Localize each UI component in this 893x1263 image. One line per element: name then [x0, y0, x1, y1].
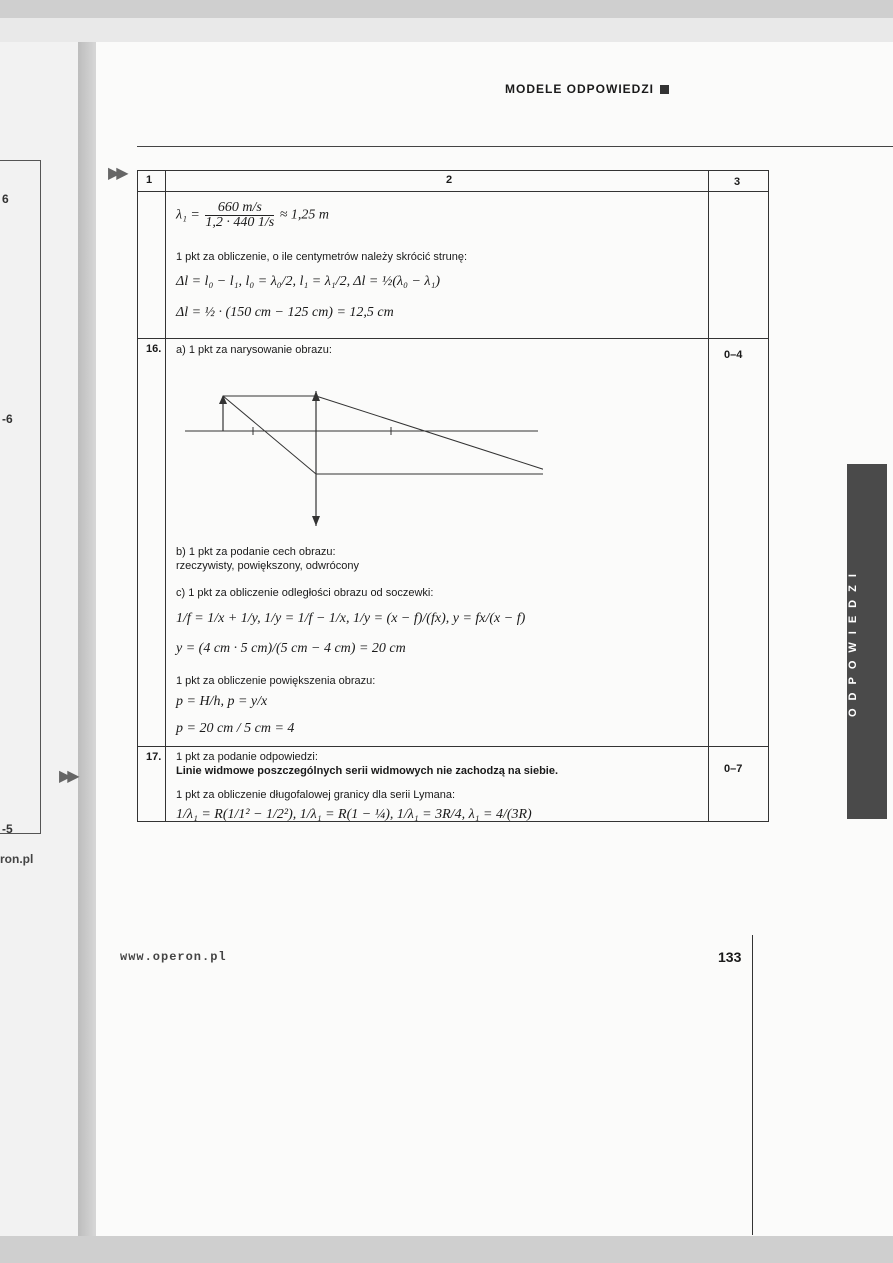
point-description: c) 1 pkt za obliczenie odległości obrazu od soczewki:: [176, 587, 434, 599]
answer-text: Linie widmowe poszczególnych serii widmowych nie zachodzą na siebie.: [176, 765, 559, 777]
magnification-result: p = 20 cm / 5 cm = 4: [176, 721, 295, 736]
left-page-url: ron.pl: [0, 852, 34, 866]
image-distance-result: y = (4 cm · 5 cm)/(5 cm − 4 cm) = 20 cm: [176, 641, 406, 656]
scan-top-margin: [0, 0, 893, 18]
question-number: 16.: [146, 343, 162, 355]
left-page-number: -5: [2, 822, 13, 836]
lens-equation: 1/f = 1/x + 1/y, 1/y = 1/f − 1/x, 1/y = (x − f)/(fx), y = fx/(x − f): [176, 611, 526, 626]
ray-through-focus: [223, 396, 316, 474]
col-header-1: 1: [146, 174, 153, 186]
point-description: 1 pkt za podanie odpowiedzi:: [176, 751, 318, 763]
magnification-formula: p = H/h, p = y/x: [176, 694, 268, 709]
col-header-3: 3: [734, 176, 741, 188]
point-description: 1 pkt za obliczenie powiększenia obrazu:: [176, 675, 376, 687]
question-number: 17.: [146, 751, 162, 763]
double-arrow-icon: ▶▶: [108, 165, 125, 182]
row-divider: [138, 338, 768, 339]
header-rule: [137, 146, 893, 147]
col-header-2: 2: [446, 174, 453, 186]
page-number: 133: [718, 949, 742, 965]
length-change-result: Δl = ½ · (150 cm − 125 cm) = 12,5 cm: [176, 305, 394, 320]
ray-refracted: [316, 396, 543, 474]
score-range: 0–7: [724, 763, 743, 775]
point-description: 1 pkt za obliczenie długofalowej granicy dla serii Lymana:: [176, 789, 456, 801]
left-page-number: 6: [2, 192, 9, 206]
page-number-rule: [752, 935, 753, 1235]
lyman-formula: 1/λ₁ = R(1/1² − 1/2²), 1/λ₁ = R(1 − ¼), 1/λ₁ = 3R/4, λ₁ = 4/(3R): [176, 807, 532, 822]
wavelength-formula: λ₁ = $\frac{660 m/s}{1,2 \cdot 440 1/s}$ ≈ 1,25 m: [176, 200, 330, 230]
length-change-formula: Δl = l₀ − l₁, l₀ = λ₀/2, l₁ = λ₁/2, Δl = ½(λ₀ − λ₁): [176, 274, 440, 289]
lens-arrow-bottom-icon: [312, 516, 320, 526]
scan-bottom-margin: [0, 1236, 893, 1263]
row-divider: [138, 746, 768, 747]
lens-ray-diagram: [183, 371, 543, 531]
image-features: rzeczywisty, powiększony, odwrócony: [176, 560, 359, 572]
left-page-number: -6: [2, 412, 13, 426]
point-description: 1 pkt za obliczenie, o ile centymetrów należy skrócić strunę:: [176, 251, 468, 263]
page-header: MODELE ODPOWIEDZI: [505, 82, 669, 96]
score-range: 0–4: [724, 349, 743, 361]
answer-table: [137, 170, 769, 822]
point-description: b) 1 pkt za podanie cech obrazu:: [176, 546, 336, 558]
section-sidebar-tab: ODPOWIEDZI: [847, 464, 887, 819]
column-divider: [165, 171, 166, 821]
column-divider: [708, 171, 709, 821]
double-arrow-icon: ▶▶: [59, 768, 76, 785]
footer-url: www.operon.pl: [120, 950, 227, 964]
header-square-icon: [660, 85, 669, 94]
row-divider: [138, 191, 768, 192]
point-description: a) 1 pkt za narysowanie obrazu:: [176, 344, 332, 356]
left-page-frame: [0, 160, 41, 834]
